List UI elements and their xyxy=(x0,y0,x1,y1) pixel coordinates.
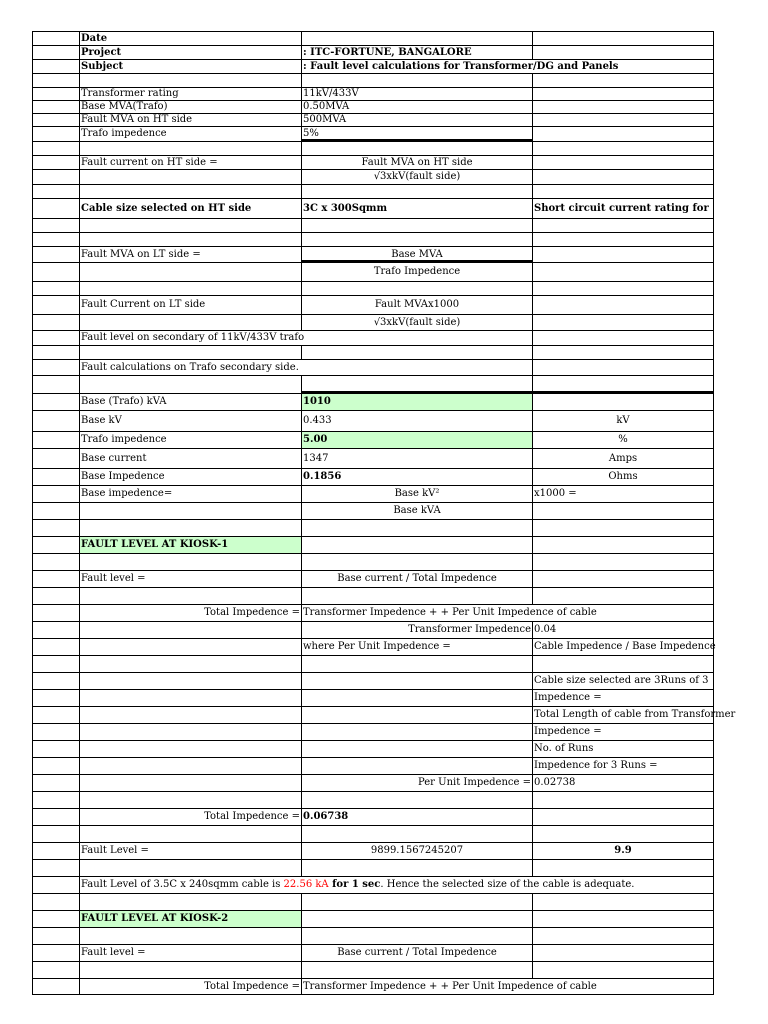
cell[interactable] xyxy=(32,141,79,155)
cell[interactable] xyxy=(79,314,301,330)
cell[interactable] xyxy=(32,859,79,876)
cell[interactable] xyxy=(32,246,79,262)
row-kiosk1-total-length xyxy=(32,706,736,723)
kiosk1-impedence-eq[interactable]: Impedence = xyxy=(532,689,714,706)
cell[interactable] xyxy=(79,723,301,740)
cell[interactable] xyxy=(32,431,79,448)
base-imp-formula-multiplier[interactable]: x1000 = xyxy=(532,485,714,502)
kiosk2-fault-level-formula[interactable]: Base current / Total Impedence xyxy=(301,944,532,961)
cell[interactable] xyxy=(301,330,532,345)
row-kiosk1-runs xyxy=(32,740,714,757)
cell[interactable] xyxy=(532,910,714,927)
cell[interactable] xyxy=(32,45,79,59)
cell[interactable] xyxy=(532,126,714,141)
row-fault-current-lt-den xyxy=(32,314,714,330)
project-label[interactable]: Project xyxy=(79,45,301,59)
kiosk1-no-of-runs[interactable]: No. of Runs xyxy=(532,740,714,757)
cell[interactable] xyxy=(532,927,714,944)
fault-current-lt-denominator[interactable]: √3xkV(fault side) xyxy=(301,314,532,330)
cell[interactable] xyxy=(79,961,301,978)
cell[interactable] xyxy=(32,587,79,604)
kiosk1-pu-formula[interactable]: Cable Impedence / Base Impedence xyxy=(532,638,714,655)
base-kv-label[interactable]: Base kV xyxy=(79,410,301,431)
base-impedence-unit[interactable]: Ohms xyxy=(532,468,714,485)
cell[interactable] xyxy=(32,689,79,706)
cell[interactable] xyxy=(32,536,79,553)
row-fault-current-ht xyxy=(32,155,714,169)
cell[interactable] xyxy=(532,359,714,375)
row-base-current xyxy=(32,448,714,468)
base-imp-formula-label[interactable]: Base impedence= xyxy=(79,485,301,502)
kiosk1-conclusion[interactable] xyxy=(79,876,635,893)
cell[interactable] xyxy=(532,961,714,978)
base-current-value[interactable]: 1347 xyxy=(301,448,532,468)
kiosk1-title[interactable]: FAULT LEVEL AT KIOSK-1 xyxy=(79,536,301,553)
row-fault-level-note xyxy=(32,330,714,345)
cell[interactable] xyxy=(32,876,79,893)
base-kva-value[interactable]: 1010 xyxy=(301,393,532,410)
cell[interactable] xyxy=(301,232,532,246)
row-kiosk2-title xyxy=(32,910,714,927)
cell[interactable] xyxy=(301,519,532,536)
cell[interactable] xyxy=(32,825,79,842)
kiosk1-trafo-imp-label[interactable]: Transformer Impedence xyxy=(301,621,532,638)
cell[interactable] xyxy=(532,155,714,169)
fault-current-ht-denominator[interactable]: √3xkV(fault side) xyxy=(301,169,532,184)
cell[interactable] xyxy=(301,141,532,155)
row-kiosk1-cable-selected xyxy=(32,672,714,689)
cell[interactable] xyxy=(79,141,301,155)
row-date xyxy=(32,31,714,45)
spreadsheet xyxy=(32,31,736,995)
cell[interactable] xyxy=(301,893,532,910)
cell[interactable] xyxy=(532,45,714,59)
row-blank xyxy=(32,961,714,978)
cell[interactable] xyxy=(301,359,532,375)
conclusion-fault-rating: 22.56 kA xyxy=(283,879,329,890)
row-trafo-impedence xyxy=(32,126,714,141)
cell[interactable] xyxy=(532,893,714,910)
ht-cable-value[interactable]: 3C x 300Sqmm xyxy=(301,198,532,218)
row-base-kv xyxy=(32,410,714,431)
cell[interactable] xyxy=(32,502,79,519)
cell[interactable] xyxy=(32,808,79,825)
cell[interactable] xyxy=(79,375,301,393)
row-blank xyxy=(32,825,714,842)
cell[interactable] xyxy=(532,345,714,359)
kiosk1-fault-level-ka[interactable]: 9.9 xyxy=(532,842,714,859)
fault-mva-lt-denominator[interactable]: Trafo Impedence xyxy=(301,262,532,281)
kiosk1-imp-3runs[interactable]: Impedence for 3 Runs = xyxy=(532,757,714,774)
cell[interactable] xyxy=(32,232,79,246)
cell[interactable] xyxy=(32,314,79,330)
base-mva-value[interactable]: 0.50MVA xyxy=(301,100,532,113)
cell[interactable] xyxy=(32,100,79,113)
conclusion-text-a: Fault Level of 3.5C x 240sqmm cable is xyxy=(81,879,284,890)
trafo-rating-label[interactable]: Transformer rating xyxy=(79,87,301,100)
cell[interactable] xyxy=(79,927,301,944)
subject-label[interactable]: Subject xyxy=(79,59,301,73)
cell[interactable] xyxy=(32,774,79,791)
fault-mva-ht-label[interactable]: Fault MVA on HT side xyxy=(79,113,301,126)
cell[interactable] xyxy=(32,638,79,655)
row-trafo-rating xyxy=(32,87,714,100)
cell[interactable] xyxy=(32,723,79,740)
conclusion-duration: for 1 sec xyxy=(328,879,381,890)
cell[interactable] xyxy=(32,198,79,218)
cell[interactable] xyxy=(532,141,714,155)
cell[interactable] xyxy=(532,232,714,246)
cell[interactable] xyxy=(32,73,79,87)
row-blank xyxy=(32,281,714,295)
cell[interactable] xyxy=(32,345,79,359)
cell[interactable] xyxy=(532,553,714,570)
cell[interactable] xyxy=(532,295,714,314)
subject-value[interactable]: : Fault level calculations for Transformer/DG and Panels xyxy=(303,60,619,72)
cell[interactable] xyxy=(301,689,532,706)
cell[interactable] xyxy=(532,31,714,45)
kiosk1-fault-level-formula[interactable]: Base current / Total Impedence xyxy=(301,570,532,587)
kiosk1-pu-imp-label[interactable]: Per Unit Impedence = xyxy=(301,774,532,791)
row-kiosk1-pu-imp xyxy=(32,774,714,791)
cell[interactable] xyxy=(532,791,714,808)
ht-cable-label[interactable]: Cable size selected on HT side xyxy=(79,198,301,218)
kiosk1-total-imp-label[interactable]: Total Impedence = xyxy=(79,604,301,621)
project-value[interactable]: : ITC-FORTUNE, BANGALORE xyxy=(301,45,532,59)
row-blank xyxy=(32,791,714,808)
cell[interactable] xyxy=(532,262,714,281)
kiosk1-trafo-imp-value[interactable]: 0.04 xyxy=(532,621,714,638)
cell[interactable] xyxy=(532,113,714,126)
row-project xyxy=(32,45,714,59)
cell[interactable] xyxy=(301,791,532,808)
cell[interactable] xyxy=(532,73,714,87)
cell[interactable] xyxy=(301,910,532,927)
row-kiosk1-conclusion xyxy=(32,876,714,893)
cell[interactable] xyxy=(532,655,714,672)
cell[interactable] xyxy=(532,808,714,825)
row-fault-mva-lt-den xyxy=(32,262,714,281)
kiosk1-fault-level-label-2[interactable]: Fault Level = xyxy=(79,842,301,859)
trafo-impedence-label[interactable]: Trafo impedence xyxy=(79,126,301,141)
cell[interactable] xyxy=(532,570,714,587)
base-imp-label[interactable]: Trafo impedence xyxy=(79,431,301,448)
fault-current-ht-label[interactable]: Fault current on HT side = xyxy=(79,155,301,169)
row-blank xyxy=(32,927,714,944)
kiosk1-fault-level-value[interactable]: 9899.1567245207 xyxy=(301,842,532,859)
row-kiosk1-total-imp-value xyxy=(32,808,714,825)
row-subject xyxy=(32,59,714,73)
cell[interactable] xyxy=(532,184,714,198)
fault-current-lt-numerator[interactable]: Fault MVAx1000 xyxy=(301,295,532,314)
cell[interactable] xyxy=(532,587,714,604)
cell[interactable] xyxy=(32,757,79,774)
cell[interactable] xyxy=(32,184,79,198)
cell[interactable] xyxy=(32,448,79,468)
fault-mva-ht-value[interactable]: 500MVA xyxy=(301,113,532,126)
cell[interactable] xyxy=(79,655,301,672)
ht-sc-rating-label[interactable]: Short circuit current rating for xyxy=(532,198,714,218)
cell[interactable] xyxy=(32,672,79,689)
row-base-imp xyxy=(32,431,714,448)
cell[interactable] xyxy=(32,485,79,502)
cell[interactable] xyxy=(79,218,301,232)
row-kiosk1-fault-level xyxy=(32,570,714,587)
date-label[interactable]: Date xyxy=(79,31,301,45)
row-blank xyxy=(32,893,714,910)
cell[interactable] xyxy=(32,961,79,978)
cell[interactable] xyxy=(301,961,532,978)
kiosk2-title[interactable]: FAULT LEVEL AT KIOSK-2 xyxy=(79,910,301,927)
cell[interactable] xyxy=(32,791,79,808)
kiosk1-fault-level-label[interactable]: Fault level = xyxy=(79,570,301,587)
cell[interactable] xyxy=(301,553,532,570)
cell[interactable] xyxy=(32,218,79,232)
cell[interactable] xyxy=(301,723,532,740)
base-kv-value[interactable]: 0.433 xyxy=(301,410,532,431)
cell[interactable] xyxy=(79,757,301,774)
cell[interactable] xyxy=(79,502,301,519)
row-kiosk1-title xyxy=(32,536,714,553)
cell[interactable] xyxy=(32,295,79,314)
cell[interactable] xyxy=(32,519,79,536)
row-blank xyxy=(32,345,714,359)
row-kiosk1-trafo-imp xyxy=(32,621,714,638)
cell[interactable] xyxy=(32,706,79,723)
secondary-note[interactable]: Fault calculations on Trafo secondary side. xyxy=(79,359,301,375)
cell[interactable] xyxy=(79,587,301,604)
cell[interactable] xyxy=(32,375,79,393)
cell[interactable] xyxy=(79,553,301,570)
row-fault-current-ht-den xyxy=(32,169,714,184)
cell[interactable] xyxy=(79,774,301,791)
cell[interactable] xyxy=(32,87,79,100)
cell[interactable] xyxy=(532,100,714,113)
cell[interactable] xyxy=(32,59,79,73)
kiosk1-pu-imp-value[interactable]: 0.02738 xyxy=(532,774,714,791)
cell[interactable] xyxy=(79,184,301,198)
trafo-impedence-value[interactable]: 5% xyxy=(301,126,532,141)
cell[interactable] xyxy=(301,184,532,198)
row-ht-cable xyxy=(32,198,714,218)
fault-mva-lt-numerator[interactable]: Base MVA xyxy=(301,246,532,262)
cell[interactable] xyxy=(32,262,79,281)
cell[interactable] xyxy=(532,536,714,553)
base-kv-unit[interactable]: kV xyxy=(532,410,714,431)
cell[interactable] xyxy=(32,126,79,141)
row-base-impedence xyxy=(32,468,714,485)
cell[interactable] xyxy=(301,375,532,393)
row-blank xyxy=(32,587,714,604)
cell[interactable] xyxy=(32,393,79,410)
row-fault-current-lt xyxy=(32,295,714,314)
cell[interactable] xyxy=(32,570,79,587)
cell[interactable] xyxy=(79,169,301,184)
row-base-mva xyxy=(32,100,714,113)
kiosk2-total-imp-formula[interactable]: Transformer Impedence + + Per Unit Impedence of cable xyxy=(301,978,532,995)
row-fault-mva-lt xyxy=(32,246,714,262)
base-imp-unit[interactable]: % xyxy=(532,431,714,448)
row-secondary-note xyxy=(32,359,714,375)
cell[interactable] xyxy=(32,281,79,295)
cell[interactable] xyxy=(32,553,79,570)
cell[interactable] xyxy=(32,978,79,995)
row-kiosk1-imp-3runs xyxy=(32,757,714,774)
base-impedence-value[interactable]: 0.1856 xyxy=(301,468,532,485)
cell[interactable] xyxy=(79,262,301,281)
cell[interactable] xyxy=(301,859,532,876)
row-kiosk1-fault-level-value xyxy=(32,842,714,859)
cell[interactable] xyxy=(301,587,532,604)
cell[interactable] xyxy=(301,757,532,774)
trafo-rating-value[interactable]: 11kV/433V xyxy=(301,87,532,100)
cell[interactable] xyxy=(32,655,79,672)
base-imp-value[interactable]: 5.00 xyxy=(301,431,532,448)
cell[interactable] xyxy=(79,345,301,359)
row-blank xyxy=(32,232,714,246)
cell[interactable] xyxy=(301,655,532,672)
row-kiosk1-impedence-2 xyxy=(32,723,714,740)
kiosk2-total-imp-label[interactable]: Total Impedence = xyxy=(79,978,301,995)
base-impedence-label[interactable]: Base Impedence xyxy=(79,468,301,485)
cell[interactable] xyxy=(32,169,79,184)
row-kiosk1-where xyxy=(32,638,714,655)
cell[interactable] xyxy=(301,672,532,689)
cell[interactable] xyxy=(532,519,714,536)
row-blank xyxy=(32,655,714,672)
cell[interactable] xyxy=(301,706,532,723)
row-blank xyxy=(32,218,714,232)
cell[interactable] xyxy=(79,638,301,655)
row-kiosk2-total-imp xyxy=(32,978,714,995)
cell[interactable] xyxy=(532,169,714,184)
row-blank xyxy=(32,141,714,155)
cell[interactable] xyxy=(301,281,532,295)
cell[interactable] xyxy=(301,218,532,232)
kiosk1-total-length[interactable]: Total Length of cable from Transformer xyxy=(532,706,714,723)
row-kiosk1-total-imp xyxy=(32,604,714,621)
cell[interactable] xyxy=(532,859,714,876)
cell[interactable] xyxy=(79,791,301,808)
base-kva-label[interactable]: Base (Trafo) kVA xyxy=(79,393,301,410)
cell[interactable] xyxy=(79,281,301,295)
row-blank xyxy=(32,553,714,570)
cell[interactable] xyxy=(32,155,79,169)
cell[interactable] xyxy=(32,330,79,345)
cell[interactable] xyxy=(532,944,714,961)
fault-mva-lt-label[interactable]: Fault MVA on LT side = xyxy=(79,246,301,262)
cell[interactable] xyxy=(79,73,301,87)
row-kiosk2-fault-level xyxy=(32,944,714,961)
cell[interactable] xyxy=(79,893,301,910)
base-mva-label[interactable]: Base MVA(Trafo) xyxy=(79,100,301,113)
kiosk1-total-imp-value[interactable]: 0.06738 xyxy=(301,808,532,825)
row-blank xyxy=(32,73,714,87)
base-imp-formula-numerator[interactable]: Base kV² xyxy=(301,485,532,502)
cell[interactable] xyxy=(301,740,532,757)
cell[interactable] xyxy=(79,621,301,638)
cell[interactable] xyxy=(532,314,714,330)
cell[interactable] xyxy=(532,330,714,345)
row-blank xyxy=(32,184,714,198)
cell[interactable] xyxy=(32,31,79,45)
row-blank xyxy=(32,375,714,393)
cell[interactable] xyxy=(301,927,532,944)
cell[interactable] xyxy=(32,944,79,961)
cell[interactable] xyxy=(532,393,714,410)
cell[interactable] xyxy=(32,468,79,485)
cell[interactable] xyxy=(32,113,79,126)
cell[interactable] xyxy=(301,825,532,842)
row-blank xyxy=(32,519,714,536)
kiosk2-fault-level-label[interactable]: Fault level = xyxy=(79,944,301,961)
row-kiosk1-impedence xyxy=(32,689,714,706)
cell[interactable] xyxy=(532,375,714,393)
row-base-imp-formula xyxy=(32,485,714,502)
fault-level-note[interactable]: Fault level on secondary of 11kV/433V trafo xyxy=(81,332,305,343)
base-current-label[interactable]: Base current xyxy=(79,448,301,468)
cell[interactable] xyxy=(532,246,714,262)
fault-current-ht-numerator[interactable]: Fault MVA on HT side xyxy=(301,155,532,169)
conclusion-text-b: . Hence the selected size of the cable is adequate. xyxy=(380,879,635,890)
fault-current-lt-label[interactable]: Fault Current on LT side xyxy=(79,295,301,314)
cell[interactable] xyxy=(301,345,532,359)
cell[interactable] xyxy=(79,232,301,246)
kiosk1-where-label[interactable]: where Per Unit Impedence = xyxy=(301,638,532,655)
cell[interactable] xyxy=(79,859,301,876)
cell[interactable] xyxy=(79,740,301,757)
row-blank xyxy=(32,859,714,876)
row-base-kva xyxy=(32,393,714,410)
base-current-unit[interactable]: Amps xyxy=(532,448,714,468)
cell[interactable] xyxy=(79,706,301,723)
cell[interactable] xyxy=(79,672,301,689)
kiosk1-impedence-eq-2[interactable]: Impedence = xyxy=(532,723,714,740)
cell[interactable] xyxy=(32,910,79,927)
row-fault-mva-ht xyxy=(32,113,714,126)
cell[interactable] xyxy=(301,536,532,553)
kiosk1-cable-selected[interactable]: Cable size selected are 3Runs of 3 xyxy=(532,672,714,689)
cell[interactable] xyxy=(532,218,714,232)
cell[interactable] xyxy=(79,689,301,706)
cell[interactable] xyxy=(79,519,301,536)
row-base-imp-formula-den xyxy=(32,502,714,519)
cell[interactable] xyxy=(532,502,714,519)
cell[interactable] xyxy=(32,359,79,375)
cell[interactable] xyxy=(32,893,79,910)
cell[interactable] xyxy=(301,31,532,45)
cell[interactable] xyxy=(32,740,79,757)
cell[interactable] xyxy=(32,927,79,944)
cell[interactable] xyxy=(32,604,79,621)
cell[interactable] xyxy=(301,73,532,87)
cell[interactable] xyxy=(532,87,714,100)
cell[interactable] xyxy=(532,281,714,295)
cell[interactable] xyxy=(32,410,79,431)
base-imp-formula-denominator[interactable]: Base kVA xyxy=(301,502,532,519)
kiosk1-total-imp-formula[interactable]: Transformer Impedence + + Per Unit Impedence of cable xyxy=(301,604,532,621)
cell[interactable] xyxy=(79,825,301,842)
cell[interactable] xyxy=(32,621,79,638)
kiosk1-total-imp-label-2[interactable]: Total Impedence = xyxy=(79,808,301,825)
cell[interactable] xyxy=(32,842,79,859)
cell[interactable] xyxy=(532,825,714,842)
